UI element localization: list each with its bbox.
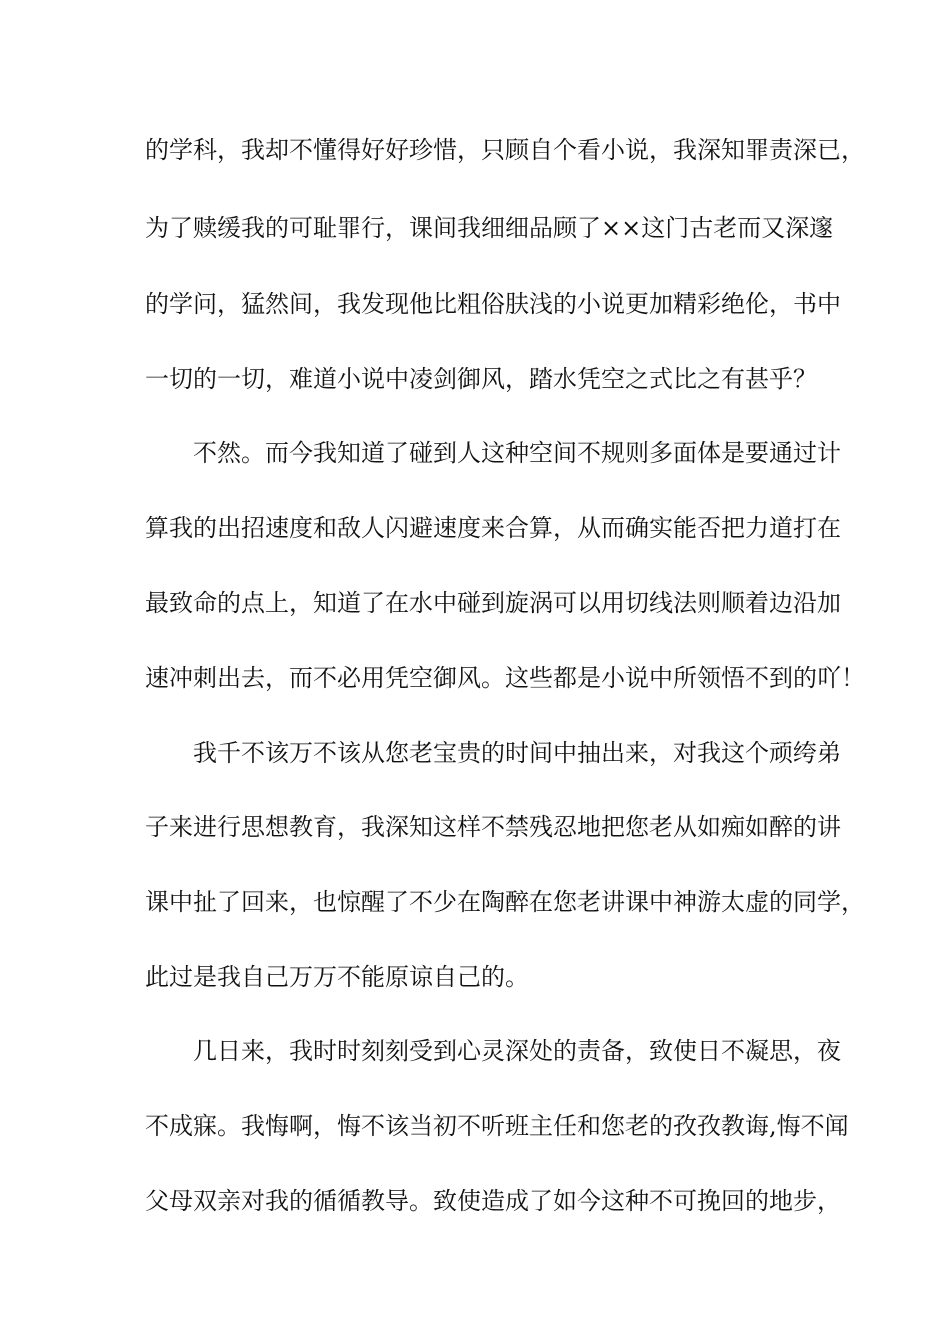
text-line: 一切的一切，难道小说中凌剑御风，踏水凭空之式比之有甚乎？: [145, 365, 817, 393]
text-line: 子来进行思想教育，我深知这样不禁残忍地把您老从如痴如醉的讲: [145, 813, 841, 841]
text-line: 的学科，我却不懂得好好珍惜，只顾自个看小说，我深知罪责深已，: [145, 136, 865, 164]
text-line: 最致命的点上，知道了在水中碰到旋涡可以用切线法则顺着边沿加: [145, 589, 841, 617]
paragraph-first-line: 我千不该万不该从您老宝贵的时间中抽出来，对我这个顽绔弟: [193, 739, 841, 767]
text-line: 为了赎缓我的可耻罪行，课间我细细品顾了××这门古老而又深邃: [145, 214, 834, 242]
text-line: 不成寐。我悔啊，悔不该当初不听班主任和您老的孜孜教诲,悔不闻: [145, 1112, 849, 1140]
text-line: 父母双亲对我的循循教导。致使造成了如今这种不可挽回的地步，: [145, 1187, 841, 1215]
text-line: 的学问，猛然间，我发现他比粗俗肤浅的小说更加精彩绝伦，书中: [145, 290, 841, 318]
text-line: 课中扯了回来，也惊醒了不少在陶醉在您老讲课中神游太虚的同学，: [145, 888, 865, 916]
text-line: 此过是我自己万万不能原谅自己的。: [145, 963, 529, 991]
paragraph-first-line: 不然。而今我知道了碰到人这种空间不规则多面体是要通过计: [193, 439, 841, 467]
text-line: 算我的出招速度和敌人闪避速度来合算，从而确实能否把力道打在: [145, 514, 841, 542]
paragraph-first-line: 几日来，我时时刻刻受到心灵深处的责备，致使日不凝思，夜: [193, 1037, 841, 1065]
text-line: 速冲刺出去，而不必用凭空御风。这些都是小说中所领悟不到的吖！: [145, 664, 865, 692]
